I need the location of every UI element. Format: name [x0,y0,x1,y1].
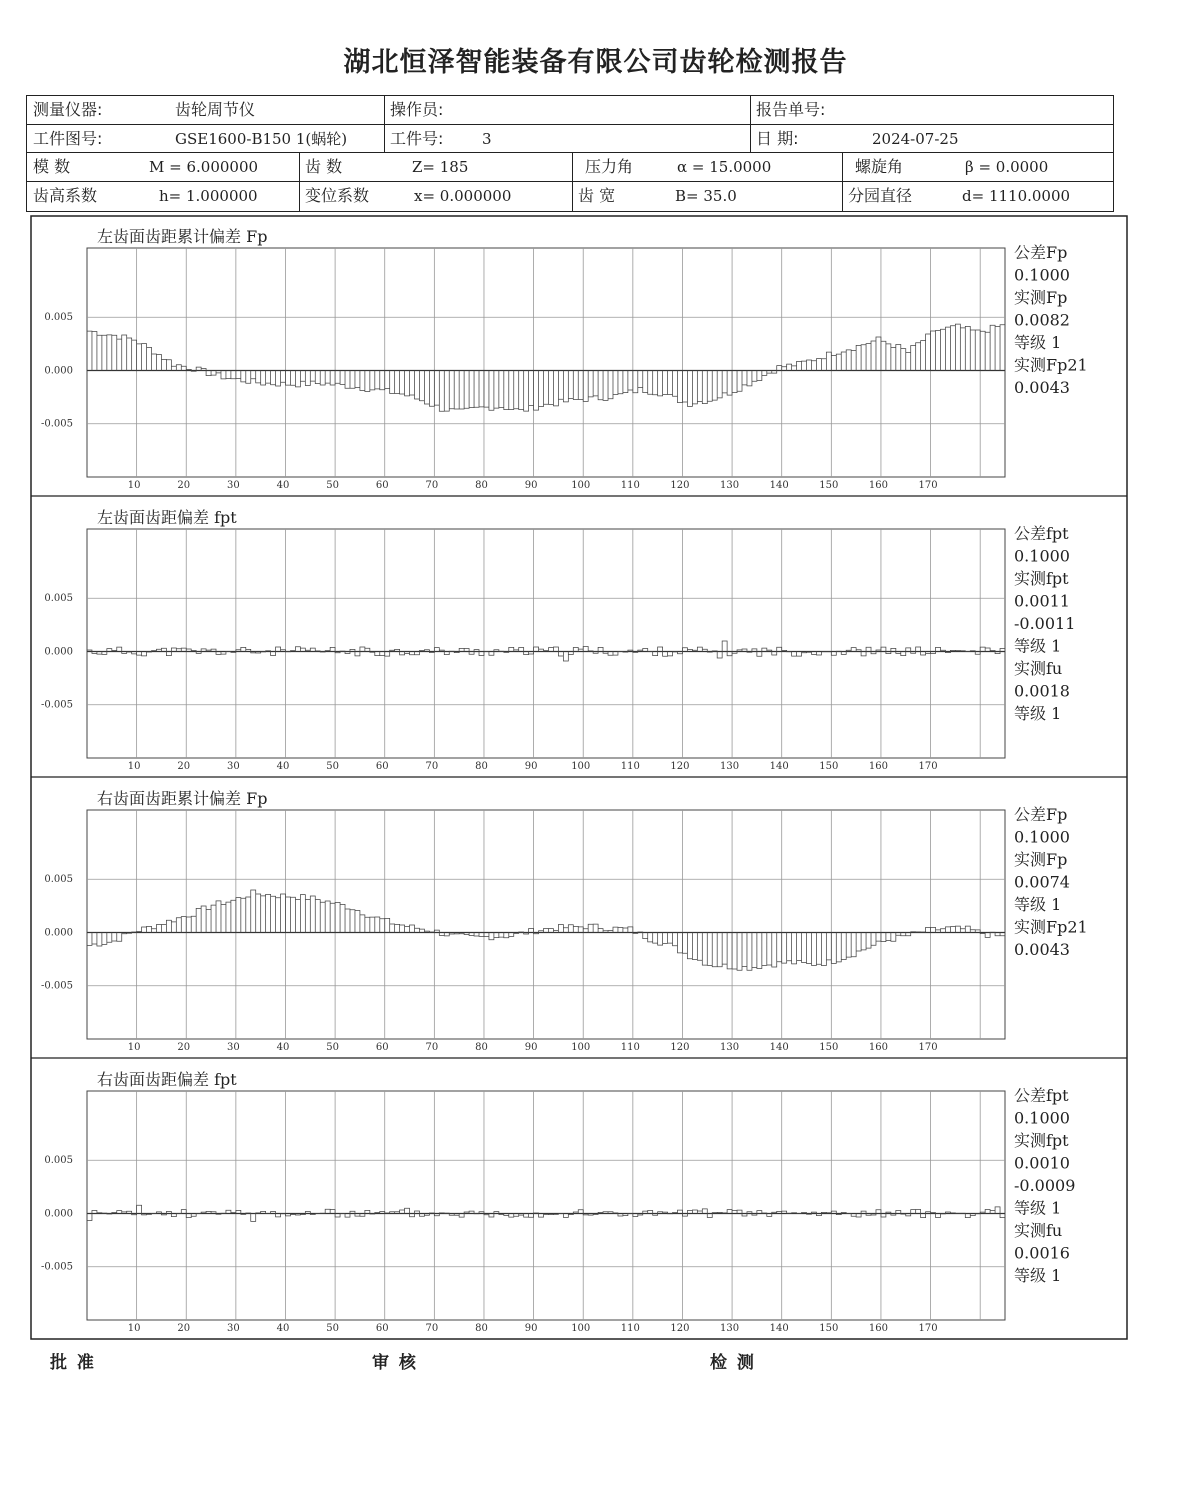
pressure-angle-value: α = 15.0000 [677,158,772,176]
y-tick-label: 0.005 [44,593,73,605]
x-tick-label: 60 [375,1323,389,1334]
x-tick-label: 10 [127,761,141,772]
side-info-text: 实测fpt [1014,569,1069,588]
x-tick-label: 80 [475,1042,488,1053]
x-tick-label: 90 [524,1323,538,1334]
x-tick-label: 90 [524,761,538,772]
chart-panel-2 [31,496,1127,772]
x-tick-label: 20 [177,1323,191,1334]
x-tick-label: 130 [720,1042,740,1053]
face-width-label: 齿 宽 [572,182,662,211]
x-tick-label: 30 [227,761,240,772]
side-info-text: 0.0018 [1014,681,1070,701]
x-tick-label: 60 [375,1042,389,1053]
x-tick-label: 70 [425,1042,439,1053]
inspect-signature-label: 检 测 [710,1353,756,1373]
header-row-1 [27,96,1113,125]
x-tick-label: 120 [670,1323,690,1334]
profile-shift-label: 变位系数 [299,182,399,211]
side-info-text: -0.0009 [1014,1176,1076,1195]
side-info-text: 实测fpt [1014,1131,1069,1150]
x-tick-label: 160 [868,480,889,491]
report-no-label: 报告单号: [750,96,1113,124]
x-tick-label: 100 [571,1042,591,1053]
module-value: M = 6.000000 [149,158,259,176]
x-tick-label: 10 [127,1323,141,1334]
y-tick-label: 0.000 [44,365,73,377]
y-tick-label: -0.005 [40,980,73,992]
side-info-text: 等级 1 [1014,1198,1062,1218]
side-info-text: 0.0016 [1014,1243,1070,1263]
side-info-text: 实测Fp [1014,850,1068,869]
side-info-text: 0.1000 [1014,265,1070,285]
x-tick-label: 10 [127,1042,141,1053]
side-info-text: 0.1000 [1014,827,1070,847]
y-tick-label: 0.000 [44,927,73,939]
face-width-value: B= 35.0 [675,187,737,205]
x-tick-label: 160 [868,761,889,772]
x-tick-label: 150 [819,761,839,772]
pressure-angle-label: 压力角 [572,153,662,181]
instrument-value: 齿轮周节仪 [175,100,256,119]
operator-label: 操作员: [384,96,744,124]
side-info-text: 0.0043 [1014,378,1070,397]
header-row-2 [27,125,1113,153]
profile-shift-value: x= 0.000000 [414,187,512,205]
y-tick-label: -0.005 [40,699,73,711]
chart-title: 右齿面齿距偏差 fpt [97,1070,237,1089]
addendum-value: h= 1.000000 [159,187,258,205]
side-info-text: 等级 1 [1014,1266,1062,1285]
x-tick-label: 40 [276,1323,290,1334]
plot-border [87,810,1005,1039]
x-tick-label: 140 [769,761,789,772]
y-tick-label: 0.000 [44,646,73,658]
x-tick-label: 170 [918,1323,938,1334]
side-info-text: 等级 1 [1014,895,1062,914]
chart-title: 左齿面齿距偏差 fpt [97,508,237,527]
side-info-text: 公差Fp [1014,243,1068,262]
drawing-no-label: 工件图号: [33,129,103,148]
charts-frame [30,215,1128,1340]
workpiece-no-value: 3 [482,130,492,148]
review-signature-label: 审 核 [372,1353,418,1373]
x-tick-label: 10 [127,480,141,491]
chart-panel-3 [31,777,1127,1053]
side-info-text: 0.0011 [1014,591,1070,611]
side-info-text: 实测Fp21 [1014,917,1088,937]
x-tick-label: 130 [720,761,740,772]
instrument-label: 测量仪器: [33,100,103,119]
side-info-text: 等级 1 [1014,636,1062,656]
date-value: 2024-07-25 [872,130,959,148]
side-info-text: 等级 1 [1014,704,1062,723]
x-tick-label: 130 [720,480,740,491]
x-tick-label: 30 [227,480,240,491]
side-info-text: 实测fu [1014,1221,1063,1240]
workpiece-no-label: 工件号: [384,125,474,152]
y-tick-label: 0.005 [44,874,73,886]
x-tick-label: 150 [819,480,839,491]
y-tick-label: 0.005 [44,312,73,324]
x-tick-label: 20 [177,1042,191,1053]
x-tick-label: 110 [620,480,640,491]
x-tick-label: 120 [670,1042,690,1053]
addendum-label: 齿高系数 [33,186,98,205]
date-label: 日 期: [750,125,860,152]
side-info-text: 0.0082 [1014,310,1070,330]
x-tick-label: 70 [425,1323,439,1334]
x-tick-label: 140 [769,480,789,491]
side-info-text: 0.0010 [1014,1153,1070,1173]
pitch-diameter-label: 分园直径 [842,182,952,211]
teeth-value: Z= 185 [412,158,469,176]
x-tick-label: 60 [375,480,389,491]
chart-panel-1 [41,227,1088,491]
x-tick-label: 100 [571,480,591,491]
x-tick-label: 120 [670,480,690,491]
x-tick-label: 140 [769,1042,789,1053]
y-tick-label: -0.005 [40,418,73,430]
x-tick-label: 150 [819,1323,839,1334]
x-tick-label: 30 [227,1042,240,1053]
x-tick-label: 40 [276,761,290,772]
plot-border [87,529,1005,758]
x-tick-label: 40 [276,1042,290,1053]
x-tick-label: 160 [868,1042,889,1053]
chart-panel-4 [31,1058,1127,1334]
header-row-3 [27,153,1113,182]
x-tick-label: 50 [326,480,339,491]
helix-angle-label: 螺旋角 [842,153,942,181]
x-tick-label: 100 [571,1323,591,1334]
approve-signature-label: 批 准 [50,1353,96,1373]
side-info-text: 公差Fp [1014,805,1068,824]
x-tick-label: 20 [177,761,191,772]
module-label: 模 数 [33,157,71,176]
y-tick-label: 0.000 [44,1208,73,1220]
x-tick-label: 40 [276,480,290,491]
x-tick-label: 140 [769,1323,789,1334]
x-tick-label: 110 [620,1323,640,1334]
x-tick-label: 170 [918,1042,938,1053]
x-tick-label: 110 [620,1042,640,1053]
x-tick-label: 100 [571,761,591,772]
side-info-text: 公差fpt [1014,524,1069,543]
x-tick-label: 80 [475,480,488,491]
helix-angle-value: β = 0.0000 [965,158,1049,176]
header-row-4 [27,182,1113,211]
page-title: 湖北恒泽智能装备有限公司齿轮检测报告 [343,47,848,78]
x-tick-label: 80 [475,1323,488,1334]
tooth-bars [87,890,1005,970]
x-tick-label: 20 [177,480,191,491]
x-tick-label: 60 [375,761,389,772]
header-table [26,95,1114,212]
x-tick-label: 70 [425,480,439,491]
x-tick-label: 50 [326,1323,339,1334]
x-tick-label: 90 [524,1042,538,1053]
side-info-text: 实测Fp21 [1014,355,1088,375]
x-tick-label: 70 [425,761,439,772]
side-info-text: 实测fu [1014,659,1063,678]
side-info-text: -0.0011 [1014,614,1076,633]
x-tick-label: 130 [720,1323,740,1334]
side-info-text: 0.1000 [1014,546,1070,566]
teeth-label: 齿 数 [299,153,389,181]
side-info-text: 0.0074 [1014,872,1070,892]
side-info-text: 0.1000 [1014,1108,1070,1128]
x-tick-label: 50 [326,761,339,772]
chart-title: 右齿面齿距累计偏差 Fp [97,789,268,808]
x-tick-label: 160 [868,1323,889,1334]
side-info-text: 实测Fp [1014,288,1068,307]
side-info-text: 0.0043 [1014,940,1070,959]
x-tick-label: 110 [620,761,640,772]
x-tick-label: 30 [227,1323,240,1334]
chart-title: 左齿面齿距累计偏差 Fp [97,227,268,246]
x-tick-label: 120 [670,761,690,772]
pitch-diameter-value: d= 1110.0000 [962,187,1071,205]
x-tick-label: 170 [918,761,938,772]
plot-border [87,248,1005,477]
y-tick-label: 0.005 [44,1155,73,1167]
plot-border [87,1091,1005,1320]
x-tick-label: 150 [819,1042,839,1053]
side-info-text: 公差fpt [1014,1086,1069,1105]
tooth-bars [87,324,1005,411]
x-tick-label: 90 [524,480,538,491]
y-tick-label: -0.005 [40,1261,73,1273]
x-tick-label: 170 [918,480,938,491]
side-info-text: 等级 1 [1014,333,1062,352]
x-tick-label: 50 [326,1042,339,1053]
x-tick-label: 80 [475,761,488,772]
drawing-no-value: GSE1600-B150 1(蜗轮) [175,130,348,148]
